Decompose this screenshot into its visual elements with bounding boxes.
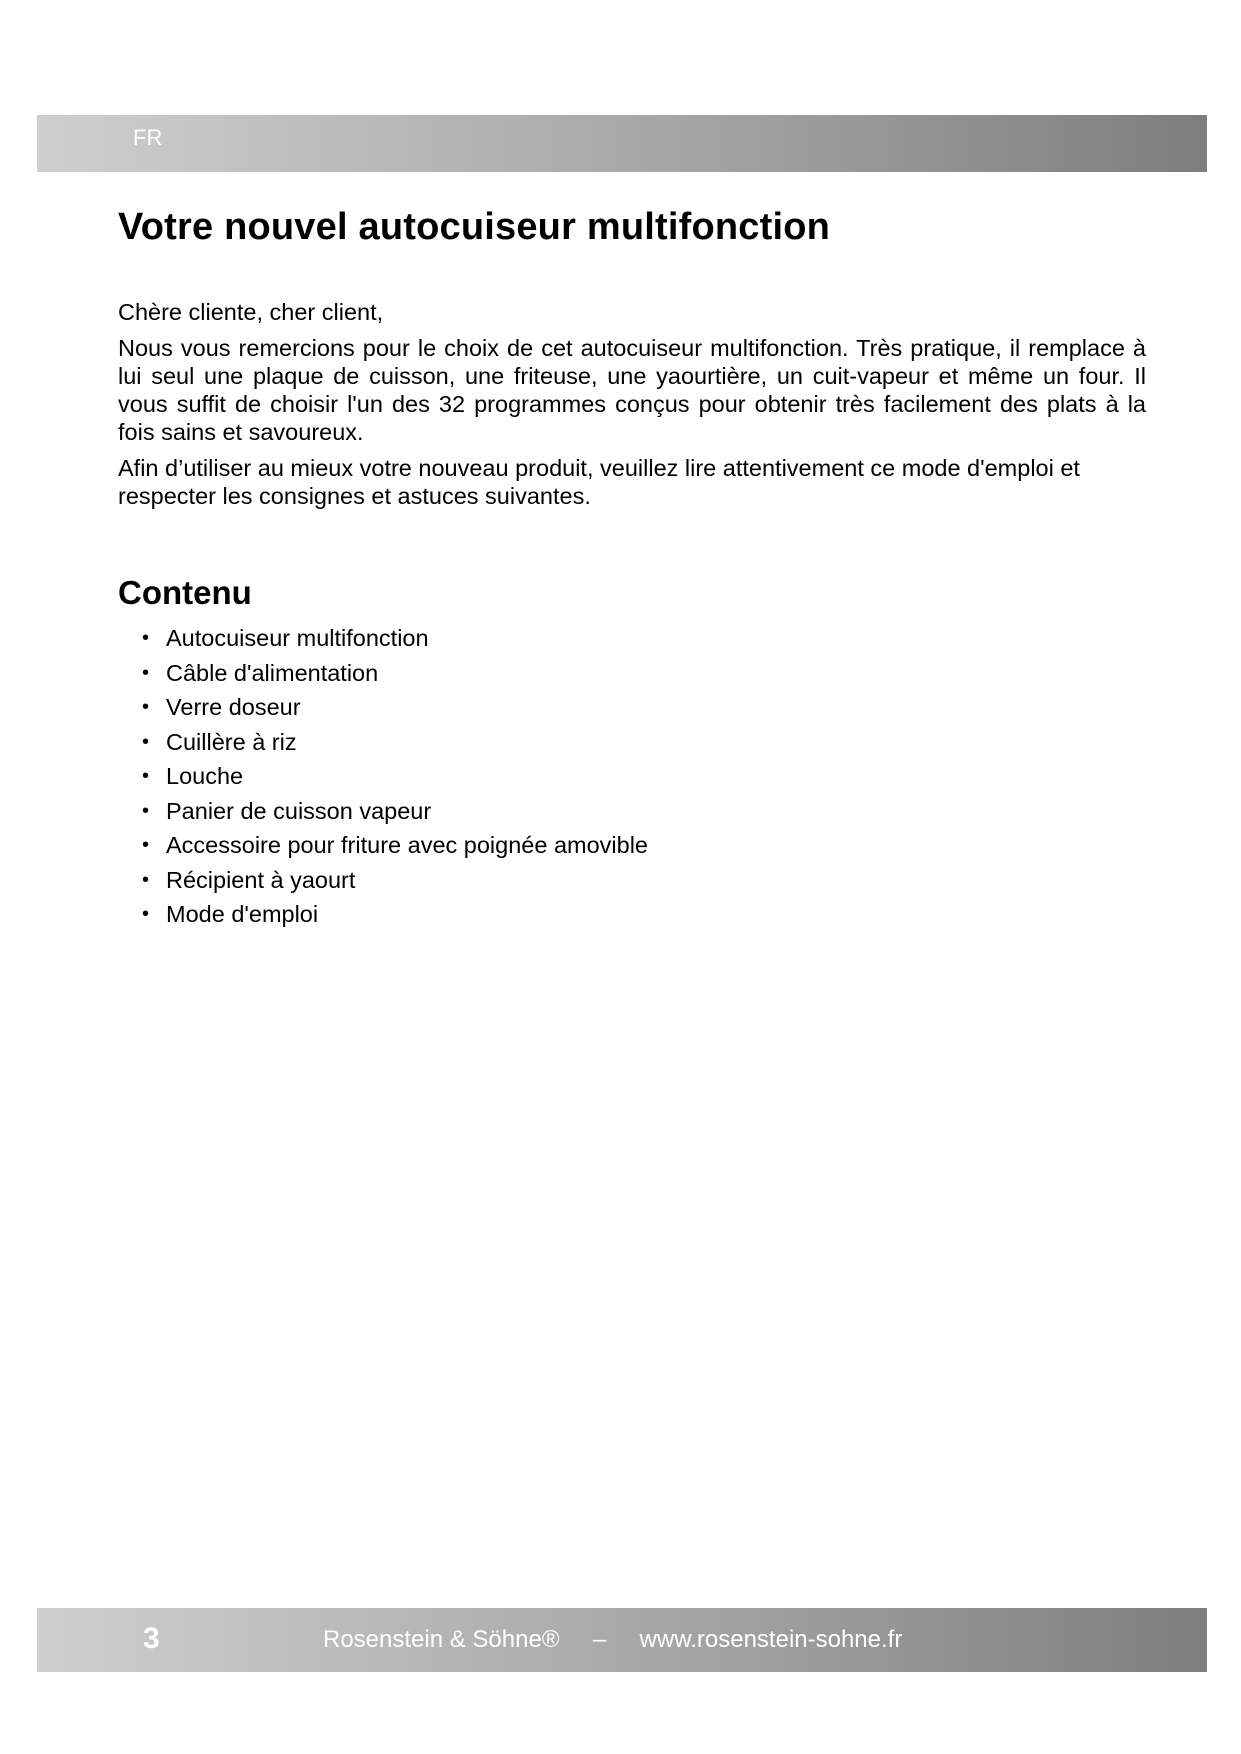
bullet-icon: •: [142, 730, 150, 753]
list-item: [118, 693, 648, 728]
footer-bar: [37, 1608, 1207, 1672]
header-bar: [37, 115, 1207, 172]
greeting: Chère cliente, cher client,: [118, 299, 384, 325]
list-item-label: Louche: [166, 763, 244, 789]
bullet-icon: •: [142, 627, 150, 649]
footer-text: [323, 1626, 902, 1654]
list-item: [118, 659, 648, 694]
intro-section: [118, 298, 1146, 518]
bullet-icon: •: [142, 661, 150, 684]
bullet-icon: •: [142, 834, 150, 856]
list-item: [118, 900, 648, 935]
language-label: FR: [133, 125, 163, 150]
list-item: [118, 831, 648, 866]
list-item: [118, 797, 648, 832]
list-item: [118, 728, 648, 763]
bullet-icon: •: [142, 765, 150, 787]
list-item-label: Récipient à yaourt: [166, 866, 356, 893]
list-item: [118, 762, 648, 797]
bullet-icon: •: [142, 799, 150, 822]
list-item-label: Câble d'alimentation: [166, 659, 379, 686]
page-number: 3: [143, 1622, 160, 1655]
list-item-label: Mode d'emploi: [166, 901, 319, 927]
list-item-label: Cuillère à riz: [166, 728, 297, 755]
contents-list: [118, 624, 648, 935]
bullet-icon: •: [142, 903, 150, 925]
list-item-label: Autocuiseur multifonction: [166, 625, 429, 651]
bullet-icon: •: [142, 696, 150, 718]
footer-separator: –: [592, 1626, 607, 1653]
list-item: [118, 624, 648, 659]
footer-website: www.rosenstein-sohne.fr: [639, 1626, 903, 1653]
list-item-label: Accessoire pour friture avec poignée amovible: [166, 832, 649, 858]
intro-paragraph-1: Nous vous remercions pour le choix de cet autocuiseur multifonction. Très pratique, il remplace à lui seul une plaque de cuisson, une friteuse, une yaourtière, un cuit-vapeur et même un four. Il vous suffit de choisir l'un des 32 programmes conçus pour obtenir très facilement des plats à la fois sains et savoureux.: [118, 335, 1146, 445]
page-title: Votre nouvel autocuiseur multifonction: [118, 206, 831, 248]
list-item-label: Verre doseur: [166, 694, 301, 720]
footer-brand: Rosenstein & Söhne®: [323, 1626, 560, 1653]
list-item: [118, 866, 648, 901]
intro-paragraph-2: Afin d’utiliser au mieux votre nouveau produit, veuillez lire attentivement ce mode d'emploi et respecter les consignes et astuces suivantes.: [118, 455, 1080, 509]
list-item-label: Panier de cuisson vapeur: [166, 797, 432, 824]
contents-heading: Contenu: [118, 574, 252, 611]
bullet-icon: •: [142, 868, 150, 891]
